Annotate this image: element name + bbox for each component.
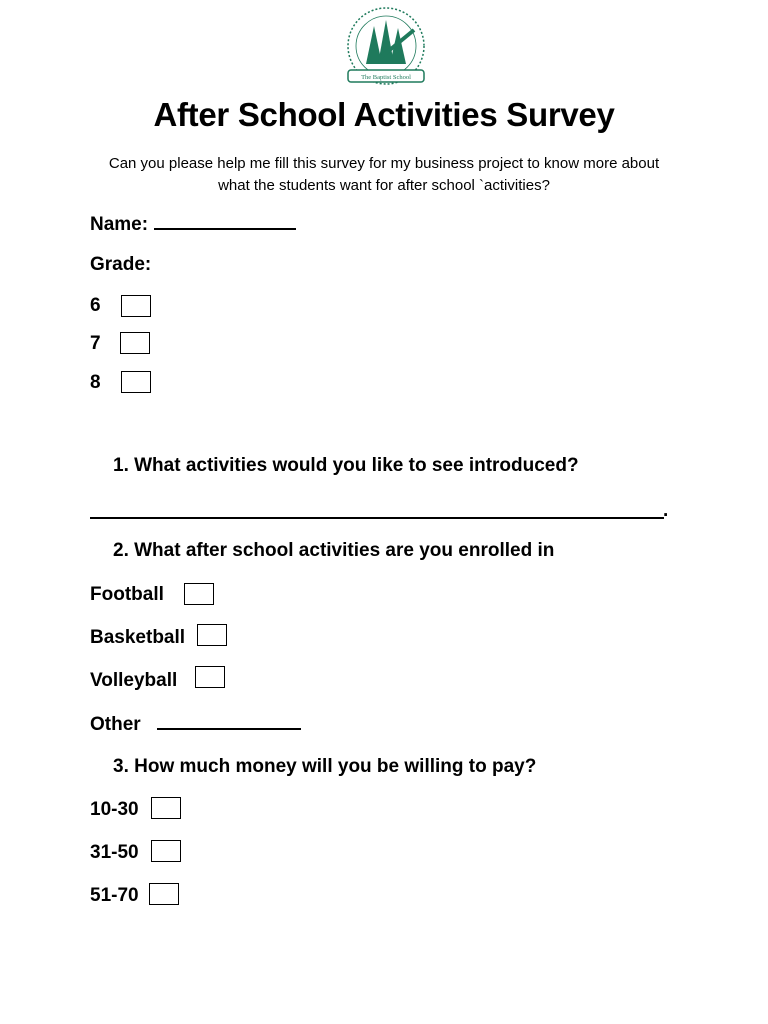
- other-row: [90, 712, 301, 737]
- other-blank[interactable]: [157, 712, 301, 730]
- grade-7-label: 7: [90, 333, 101, 354]
- option-volleyball-label: Volleyball: [90, 670, 178, 691]
- grade-6-checkbox[interactable]: [121, 295, 151, 317]
- grade-label: Grade:: [90, 254, 152, 275]
- name-row: [90, 212, 296, 237]
- price-51-70-checkbox[interactable]: [149, 883, 179, 905]
- price-10-30-label: 10-30: [90, 799, 139, 820]
- option-basketball-label: Basketball: [90, 627, 186, 648]
- other-label: Other: [90, 714, 141, 735]
- question-1: 1. What activities would you like to see introduced?: [113, 455, 579, 476]
- intro-text: Can you please help me fill this survey for my business project to know more about what the students want for after school `activities?: [108, 155, 660, 194]
- option-football-checkbox[interactable]: [184, 583, 214, 605]
- price-31-50-label: 31-50: [90, 842, 139, 863]
- option-basketball-checkbox[interactable]: [197, 624, 227, 646]
- question-3: 3. How much money will you be willing to pay?: [113, 756, 537, 777]
- grade-8-checkbox[interactable]: [121, 371, 151, 393]
- price-10-30-checkbox[interactable]: [151, 797, 181, 819]
- grade-7-checkbox[interactable]: [120, 332, 150, 354]
- question-1-answer-line[interactable]: [90, 517, 664, 519]
- question-1-period: .: [663, 500, 669, 521]
- name-label: Name:: [90, 214, 149, 235]
- question-2: 2. What after school activities are you enrolled in: [113, 540, 555, 561]
- price-51-70-label: 51-70: [90, 885, 139, 906]
- page-title: After School Activities Survey: [153, 96, 615, 133]
- svg-text:The Baptist School: The Baptist School: [361, 74, 411, 81]
- grade-8-label: 8: [90, 372, 101, 393]
- grade-6-label: 6: [90, 295, 101, 316]
- school-logo: [336, 6, 436, 94]
- name-blank[interactable]: [154, 212, 296, 230]
- option-football-label: Football: [90, 584, 164, 605]
- option-volleyball-checkbox[interactable]: [195, 666, 225, 688]
- price-31-50-checkbox[interactable]: [151, 840, 181, 862]
